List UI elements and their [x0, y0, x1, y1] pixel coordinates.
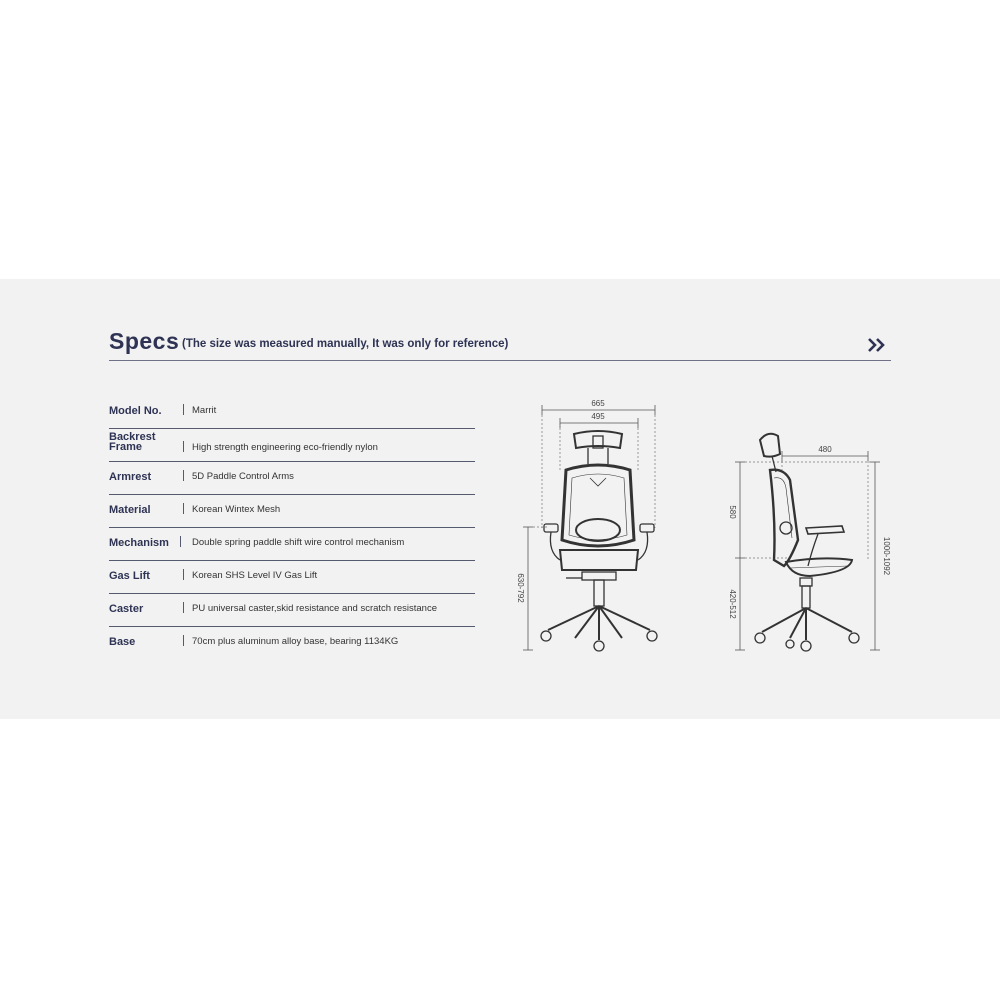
spec-separator	[180, 536, 181, 547]
spec-separator	[183, 602, 184, 613]
page-title: Specs	[109, 328, 180, 354]
spec-separator	[183, 404, 184, 415]
spec-label: Model No.	[109, 405, 162, 417]
spec-label: Mechanism	[109, 537, 169, 549]
spec-value: Korean Wintex Mesh	[192, 504, 281, 515]
spec-value: Double spring paddle shift wire control mechanism	[192, 537, 405, 548]
spec-row-armrest	[109, 462, 475, 495]
spec-separator	[183, 470, 184, 481]
spec-separator	[183, 635, 184, 646]
spec-label: Armrest	[109, 471, 152, 483]
front-inner-width-label: 495	[591, 412, 605, 421]
side-depth-label: 480	[818, 445, 832, 454]
side-seat-height-label: 420-512	[728, 589, 737, 619]
page-subtitle: (The size was measured manually, It was only for reference)	[182, 338, 509, 350]
spec-label: Caster	[109, 603, 144, 615]
spec-value: Korean SHS Level IV Gas Lift	[192, 570, 318, 581]
title-divider	[109, 360, 891, 361]
spec-value: Marrit	[192, 405, 217, 416]
spec-row-mechanism	[109, 528, 475, 561]
spec-separator	[183, 503, 184, 514]
front-seat-height-label: 630-792	[516, 573, 525, 603]
double-chevron-right-icon[interactable]	[866, 335, 890, 355]
spec-label: Backrest Frame	[109, 431, 156, 453]
side-total-height-label: 1000-1092	[882, 536, 891, 576]
spec-value: High strength engineering eco-friendly nylon	[192, 442, 378, 453]
spec-label: Material	[109, 504, 151, 516]
spec-value: PU universal caster,skid resistance and scratch resistance	[192, 603, 437, 614]
spec-row-base	[109, 627, 475, 660]
spec-value: 70cm plus aluminum alloy base, bearing 1134KG	[192, 636, 399, 647]
spec-table	[109, 396, 475, 660]
spec-row-material	[109, 495, 475, 528]
spec-value: 5D Paddle Control Arms	[192, 471, 294, 482]
spec-row-caster	[109, 594, 475, 627]
spec-separator	[183, 569, 184, 580]
spec-row-model	[109, 396, 475, 429]
front-outer-width-label: 665	[591, 399, 605, 408]
spec-separator	[183, 441, 184, 452]
specs-header	[109, 328, 891, 360]
spec-row-backrest-frame	[109, 429, 475, 462]
spec-label: Base	[109, 636, 136, 648]
spec-label: Gas Lift	[109, 570, 150, 582]
spec-row-gas-lift	[109, 561, 475, 594]
side-back-height-label: 580	[728, 505, 737, 519]
